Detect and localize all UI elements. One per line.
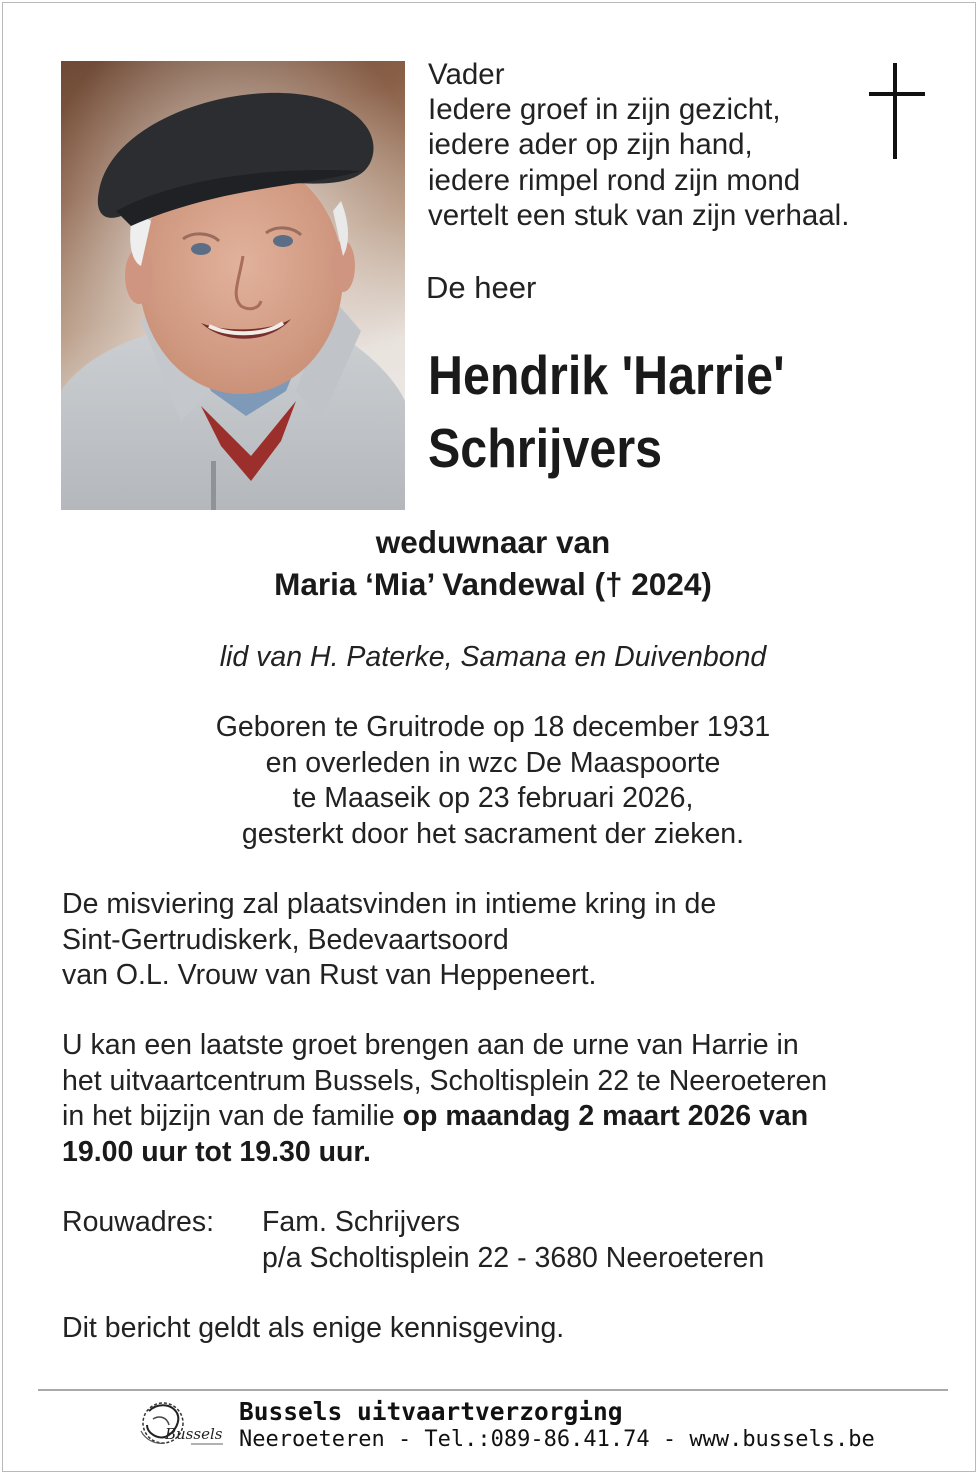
birth-death-line: gesterkt door het sacrament der zieken. xyxy=(241,817,745,850)
visit-date: op maandag 2 maart 2026 van xyxy=(402,1100,809,1132)
mass-line: De misviering zal plaatsvinden in intieme kring in de xyxy=(62,888,717,920)
poem-line: Vader xyxy=(428,58,505,91)
spouse-name: Maria ‘Mia’ Vandewal († 2024) xyxy=(274,566,712,602)
widower-of xyxy=(3,521,980,605)
address-label: Rouwadres: xyxy=(62,1206,215,1238)
poem-line: iedere rimpel rond zijn mond xyxy=(428,163,801,197)
logo-text: Bussels xyxy=(165,1425,223,1443)
name-line: Hendrik 'Harrie' xyxy=(428,344,785,406)
address-line: p/a Scholtisplein 22 - 3680 Neeroeteren xyxy=(262,1241,765,1274)
company-contact: Neeroeteren - Tel.:089-86.41.74 - www.bussels.be xyxy=(239,1427,875,1452)
visit-info xyxy=(62,1028,942,1170)
birth-death-line: Geboren te Gruitrode op 18 december 1931 xyxy=(215,711,771,743)
footer-divider xyxy=(38,1389,948,1391)
mass-info xyxy=(62,887,942,994)
visit-line xyxy=(62,1099,942,1135)
address-line: Fam. Schrijvers xyxy=(262,1206,460,1238)
company-name: Bussels uitvaartverzorging xyxy=(239,1397,623,1426)
birth-death-info xyxy=(3,710,980,852)
cross-icon xyxy=(867,63,927,163)
visit-line: U kan een laatste groet brengen aan de urne van Harrie in xyxy=(62,1029,799,1061)
membership: lid van H. Paterke, Samana en Duivenbond xyxy=(219,641,767,673)
name-line: Schrijvers xyxy=(428,417,663,479)
widower-line: weduwnaar van xyxy=(375,524,611,560)
visit-time: 19.00 uur tot 19.30 uur. xyxy=(62,1135,371,1168)
deceased-name xyxy=(428,339,785,485)
death-notice-card xyxy=(2,2,976,1472)
notice-text: Dit bericht geldt als enige kennisgeving. xyxy=(62,1312,565,1344)
visit-line xyxy=(62,1135,942,1171)
poem xyxy=(428,57,849,233)
birth-death-line: te Maaseik op 23 februari 2026, xyxy=(292,782,694,814)
portrait-photo xyxy=(61,61,405,510)
salutation: De heer xyxy=(426,270,537,305)
visit-text: in het bijzijn van de familie xyxy=(62,1100,403,1132)
mourning-address xyxy=(262,1205,764,1276)
birth-death-line: en overleden in wzc De Maaspoorte xyxy=(265,746,721,779)
poem-line: Iedere groef in zijn gezicht, xyxy=(428,93,781,127)
poem-line: vertelt een stuk van zijn verhaal. xyxy=(428,198,850,232)
mass-line: Sint-Gertrudiskerk, Bedevaartsoord xyxy=(62,923,509,956)
visit-line: het uitvaartcentrum Bussels, Scholtisplein 22 te Neeroeteren xyxy=(62,1064,828,1097)
mass-line: van O.L. Vrouw van Rust van Heppeneert. xyxy=(62,959,597,991)
poem-line: iedere ader op zijn hand, xyxy=(428,128,753,162)
bussels-logo-icon xyxy=(135,1397,227,1453)
